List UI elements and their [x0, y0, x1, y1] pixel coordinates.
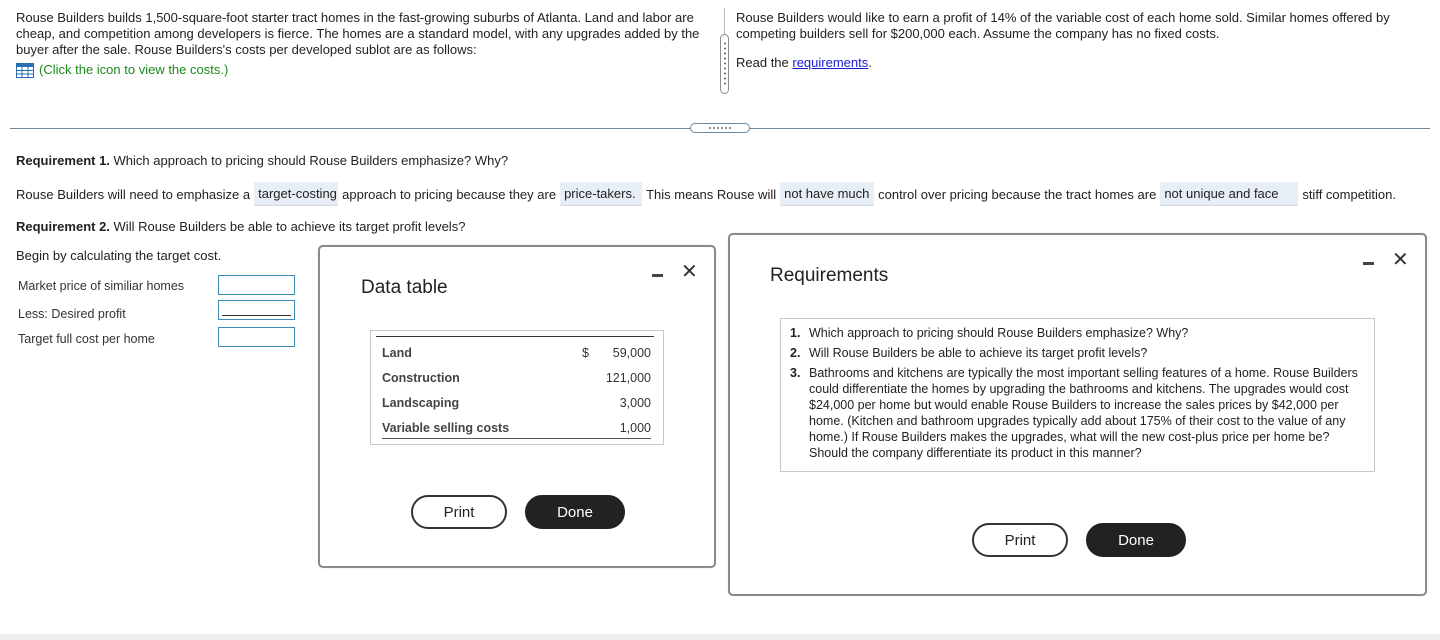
list-item: 2. Will Rouse Builders be able to achieve its target profit levels? [790, 346, 1148, 360]
list-item: 3. Bathrooms and kitchens are typically the most important selling features of a home. Rouse Builders could differentiate the homes by upgrading the bathrooms and kitchens. The upgrades would cost $24,000 per home but would enable Rouse Builders to increase the sales prices by $42,000 per home. (Kitchen and bathroom upgrades typically add about 175% of their cost to the value of any home.) If Rouse Builders makes the upgrades, what will the new cost-plus price per home be? Should the company differentiate its product in this manner? [790, 366, 1358, 460]
product-nature-dropdown[interactable]: not unique and face [1160, 182, 1298, 206]
requirements-title: Requirements [770, 265, 889, 286]
intro-text: Rouse Builders builds 1,500-square-foot starter tract homes in the fast-growing suburbs of Atlanta. Land and labor are cheap, and competition among developers is fierce. The homes are a standard model, with any upgrades added by the buyer after the sale. Rouse Builders's costs per developed sublot are as follows: [16, 10, 700, 57]
horizontal-resize-handle[interactable] [690, 123, 750, 133]
print-button[interactable]: Print [411, 495, 507, 529]
requirements-link[interactable]: requirements [792, 55, 869, 70]
requirement-1-answer: Rouse Builders will need to emphasize a target-costing approach to pricing because they are price-takers. This means Rouse will not have much control over pricing because the tract homes are not unique and face stiff competition. [16, 182, 1396, 206]
vertical-resize-handle[interactable] [720, 34, 729, 94]
desired-profit-label: Less: Desired profit [18, 307, 126, 321]
market-price-label: Market price of similiar homes [18, 279, 185, 293]
data-table-title: Data table [361, 277, 448, 298]
requirements-modal [728, 233, 1427, 596]
close-icon[interactable]: ✕ [681, 261, 698, 283]
minimize-icon[interactable] [652, 274, 663, 277]
requirements-list [780, 318, 1375, 472]
table-row: Land $ 59,000 [382, 346, 651, 360]
done-button[interactable]: Done [1086, 523, 1186, 557]
requirement-1-heading: Requirement 1. Which approach to pricing should Rouse Builders emphasize? Why? [16, 153, 509, 168]
cost-table [370, 330, 664, 445]
currency-symbol: $ [582, 346, 589, 360]
data-table-modal [318, 245, 716, 568]
read-requirements: Read the requirements. [736, 55, 872, 70]
done-button[interactable]: Done [525, 495, 625, 529]
profit-text: Rouse Builders would like to earn a profit of 14% of the variable cost of each home sold. Similar homes offered by competing builders sell for $200,000 each. Assume the company has no fixed costs. [736, 10, 1390, 41]
view-costs-text[interactable]: (Click the icon to view the costs.) [39, 62, 229, 77]
price-role-dropdown[interactable]: price-takers. [560, 182, 642, 206]
problem-intro [16, 10, 710, 78]
requirement-2-heading: Requirement 2. Will Rouse Builders be able to achieve its target profit levels? [16, 219, 466, 234]
table-row: Variable selling costs 1,000 [382, 421, 651, 439]
close-icon[interactable]: ✕ [1392, 249, 1409, 271]
pricing-approach-dropdown[interactable]: target-costing [254, 182, 338, 206]
begin-instruction: Begin by calculating the target cost. [16, 248, 222, 263]
list-item: 1. Which approach to pricing should Rouse Builders emphasize? Why? [790, 326, 1189, 340]
problem-details [736, 10, 1426, 71]
control-level-dropdown[interactable]: not have much [780, 182, 874, 206]
target-cost-label: Target full cost per home [18, 332, 155, 346]
bottom-bar [0, 634, 1440, 640]
market-price-input[interactable] [218, 275, 295, 295]
table-row: Landscaping 3,000 [382, 396, 651, 410]
target-cost-input[interactable] [218, 327, 295, 347]
table-icon[interactable] [16, 63, 34, 78]
minimize-icon[interactable] [1363, 262, 1374, 265]
view-costs-link[interactable] [16, 62, 710, 78]
desired-profit-input[interactable] [218, 300, 295, 320]
print-button[interactable]: Print [972, 523, 1068, 557]
table-row: Construction 121,000 [382, 371, 651, 385]
